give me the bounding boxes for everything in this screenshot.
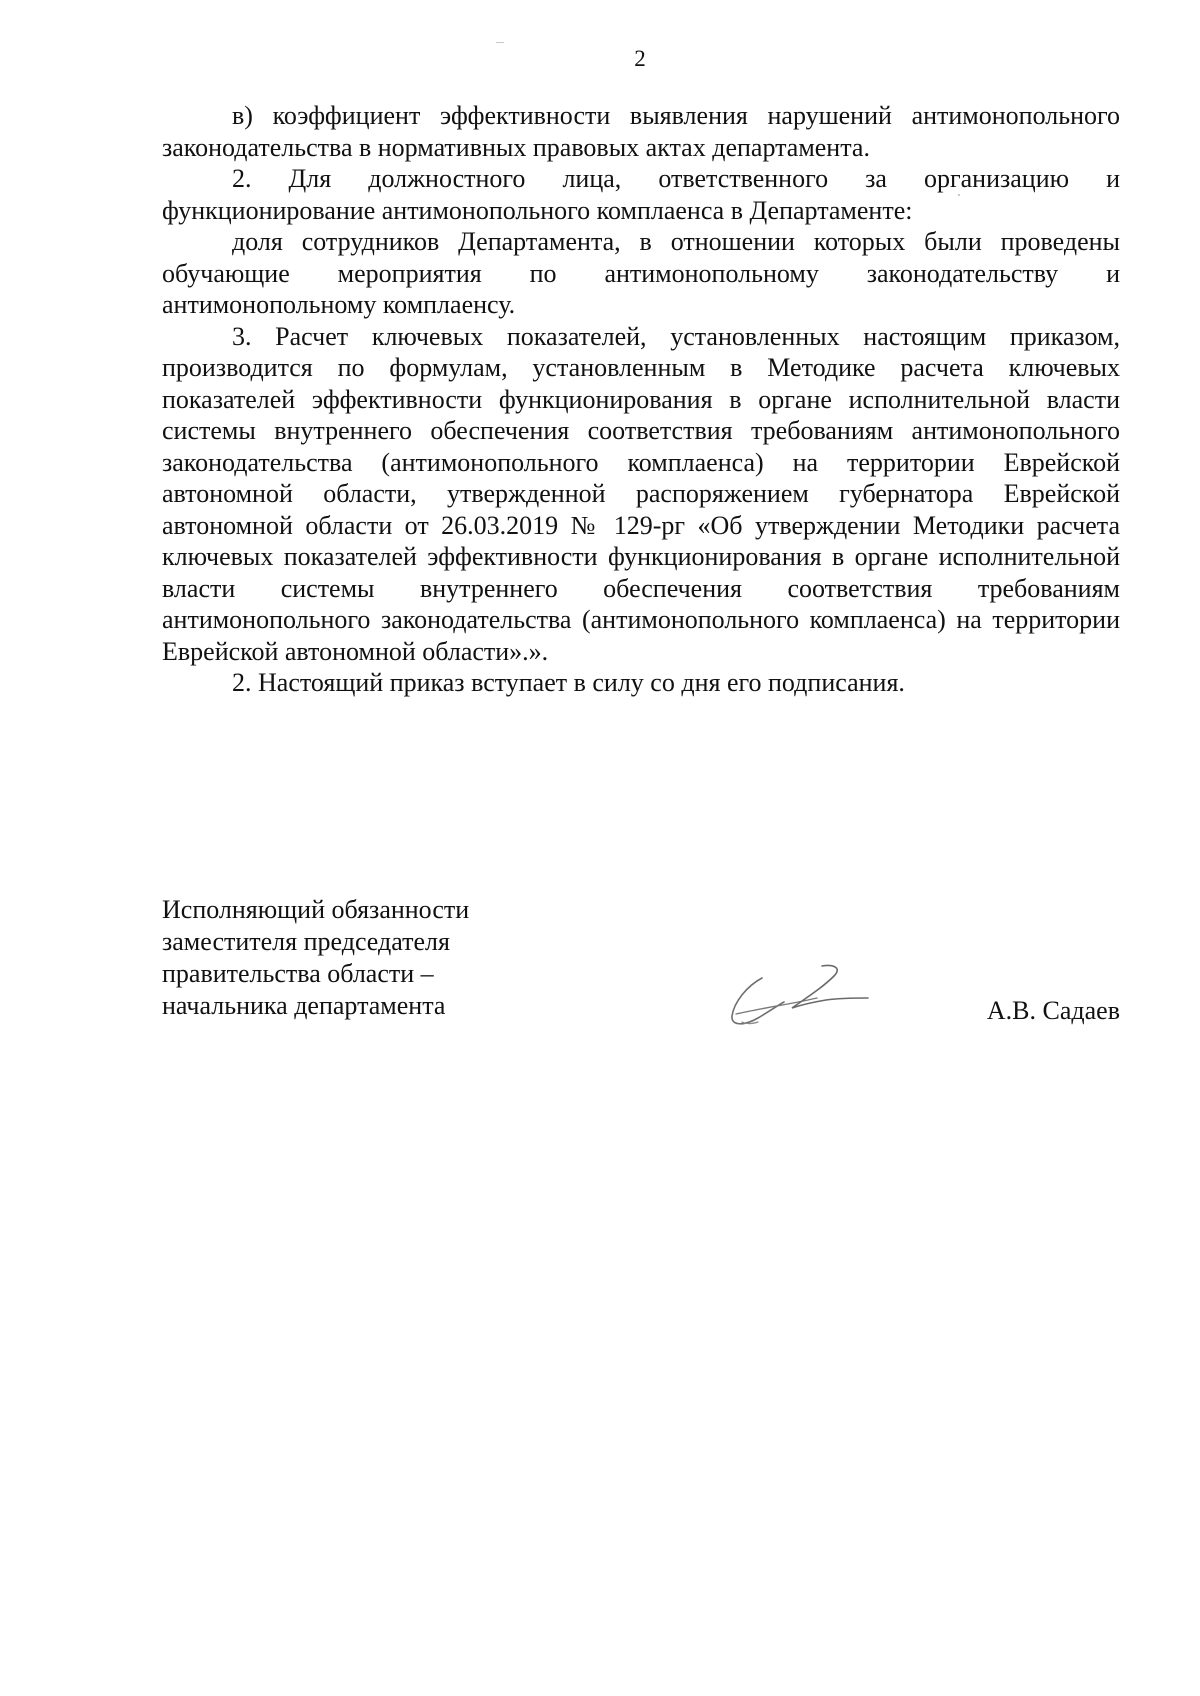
signatory-position — [162, 894, 582, 1022]
document-body — [162, 100, 1120, 699]
signature-block — [162, 894, 1120, 1034]
scan-speck — [496, 42, 504, 43]
paragraph-item-3-calculation: 3. Расчет ключевых показателей, установленных настоящим приказом, производится по формулам, установленным в Методике расчета ключевых показателей эффективности функционирования в органе исполнительной власти системы внутреннего обеспечения соответствия требованиям антимонопольного законодательства (антимонопольного комплаенса) на территории Еврейской автономной области, утвержденной распоряжением губернатора Еврейской автономной области от 26.03.2019 № 129-рг «Об утверждении Методики расчета ключевых показателей эффективности функционирования в органе исполнительной власти системы внутреннего обеспечения соответствия требованиям антимонопольного законодательства (антимонопольного комплаенса) на территории Еврейской автономной области».». — [162, 321, 1120, 666]
paragraph-item-2-official: 2. Для должностного лица, ответственного за организацию и функционирование антимонопольного комплаенса в Департаменте: — [162, 164, 1120, 225]
scan-speck — [958, 194, 960, 196]
paragraph-employee-share: доля сотрудников Департамента, в отношении которых были проведены обучающие мероприятия по антимонопольному законодательству и антимонопольному комплаенсу. — [162, 227, 1120, 319]
handwritten-signature — [722, 958, 872, 1034]
signatory-position-line: начальника департамента — [162, 991, 446, 1020]
page-number: 2 — [634, 46, 646, 71]
signatory-name: А.В. Садаев — [986, 996, 1120, 1025]
paragraph-criterion-v: в) коэффициент эффективности выявления нарушений антимонопольного законодательства в нормативных правовых актах департамента. — [162, 101, 1120, 162]
signatory-position-line: заместителя председателя — [162, 927, 450, 956]
signatory-position-line: Исполняющий обязанности — [162, 895, 470, 924]
paragraph-effective-date: 2. Настоящий приказ вступает в силу со дня его подписания. — [232, 668, 905, 697]
signatory-position-line: правительства области – — [162, 959, 434, 988]
